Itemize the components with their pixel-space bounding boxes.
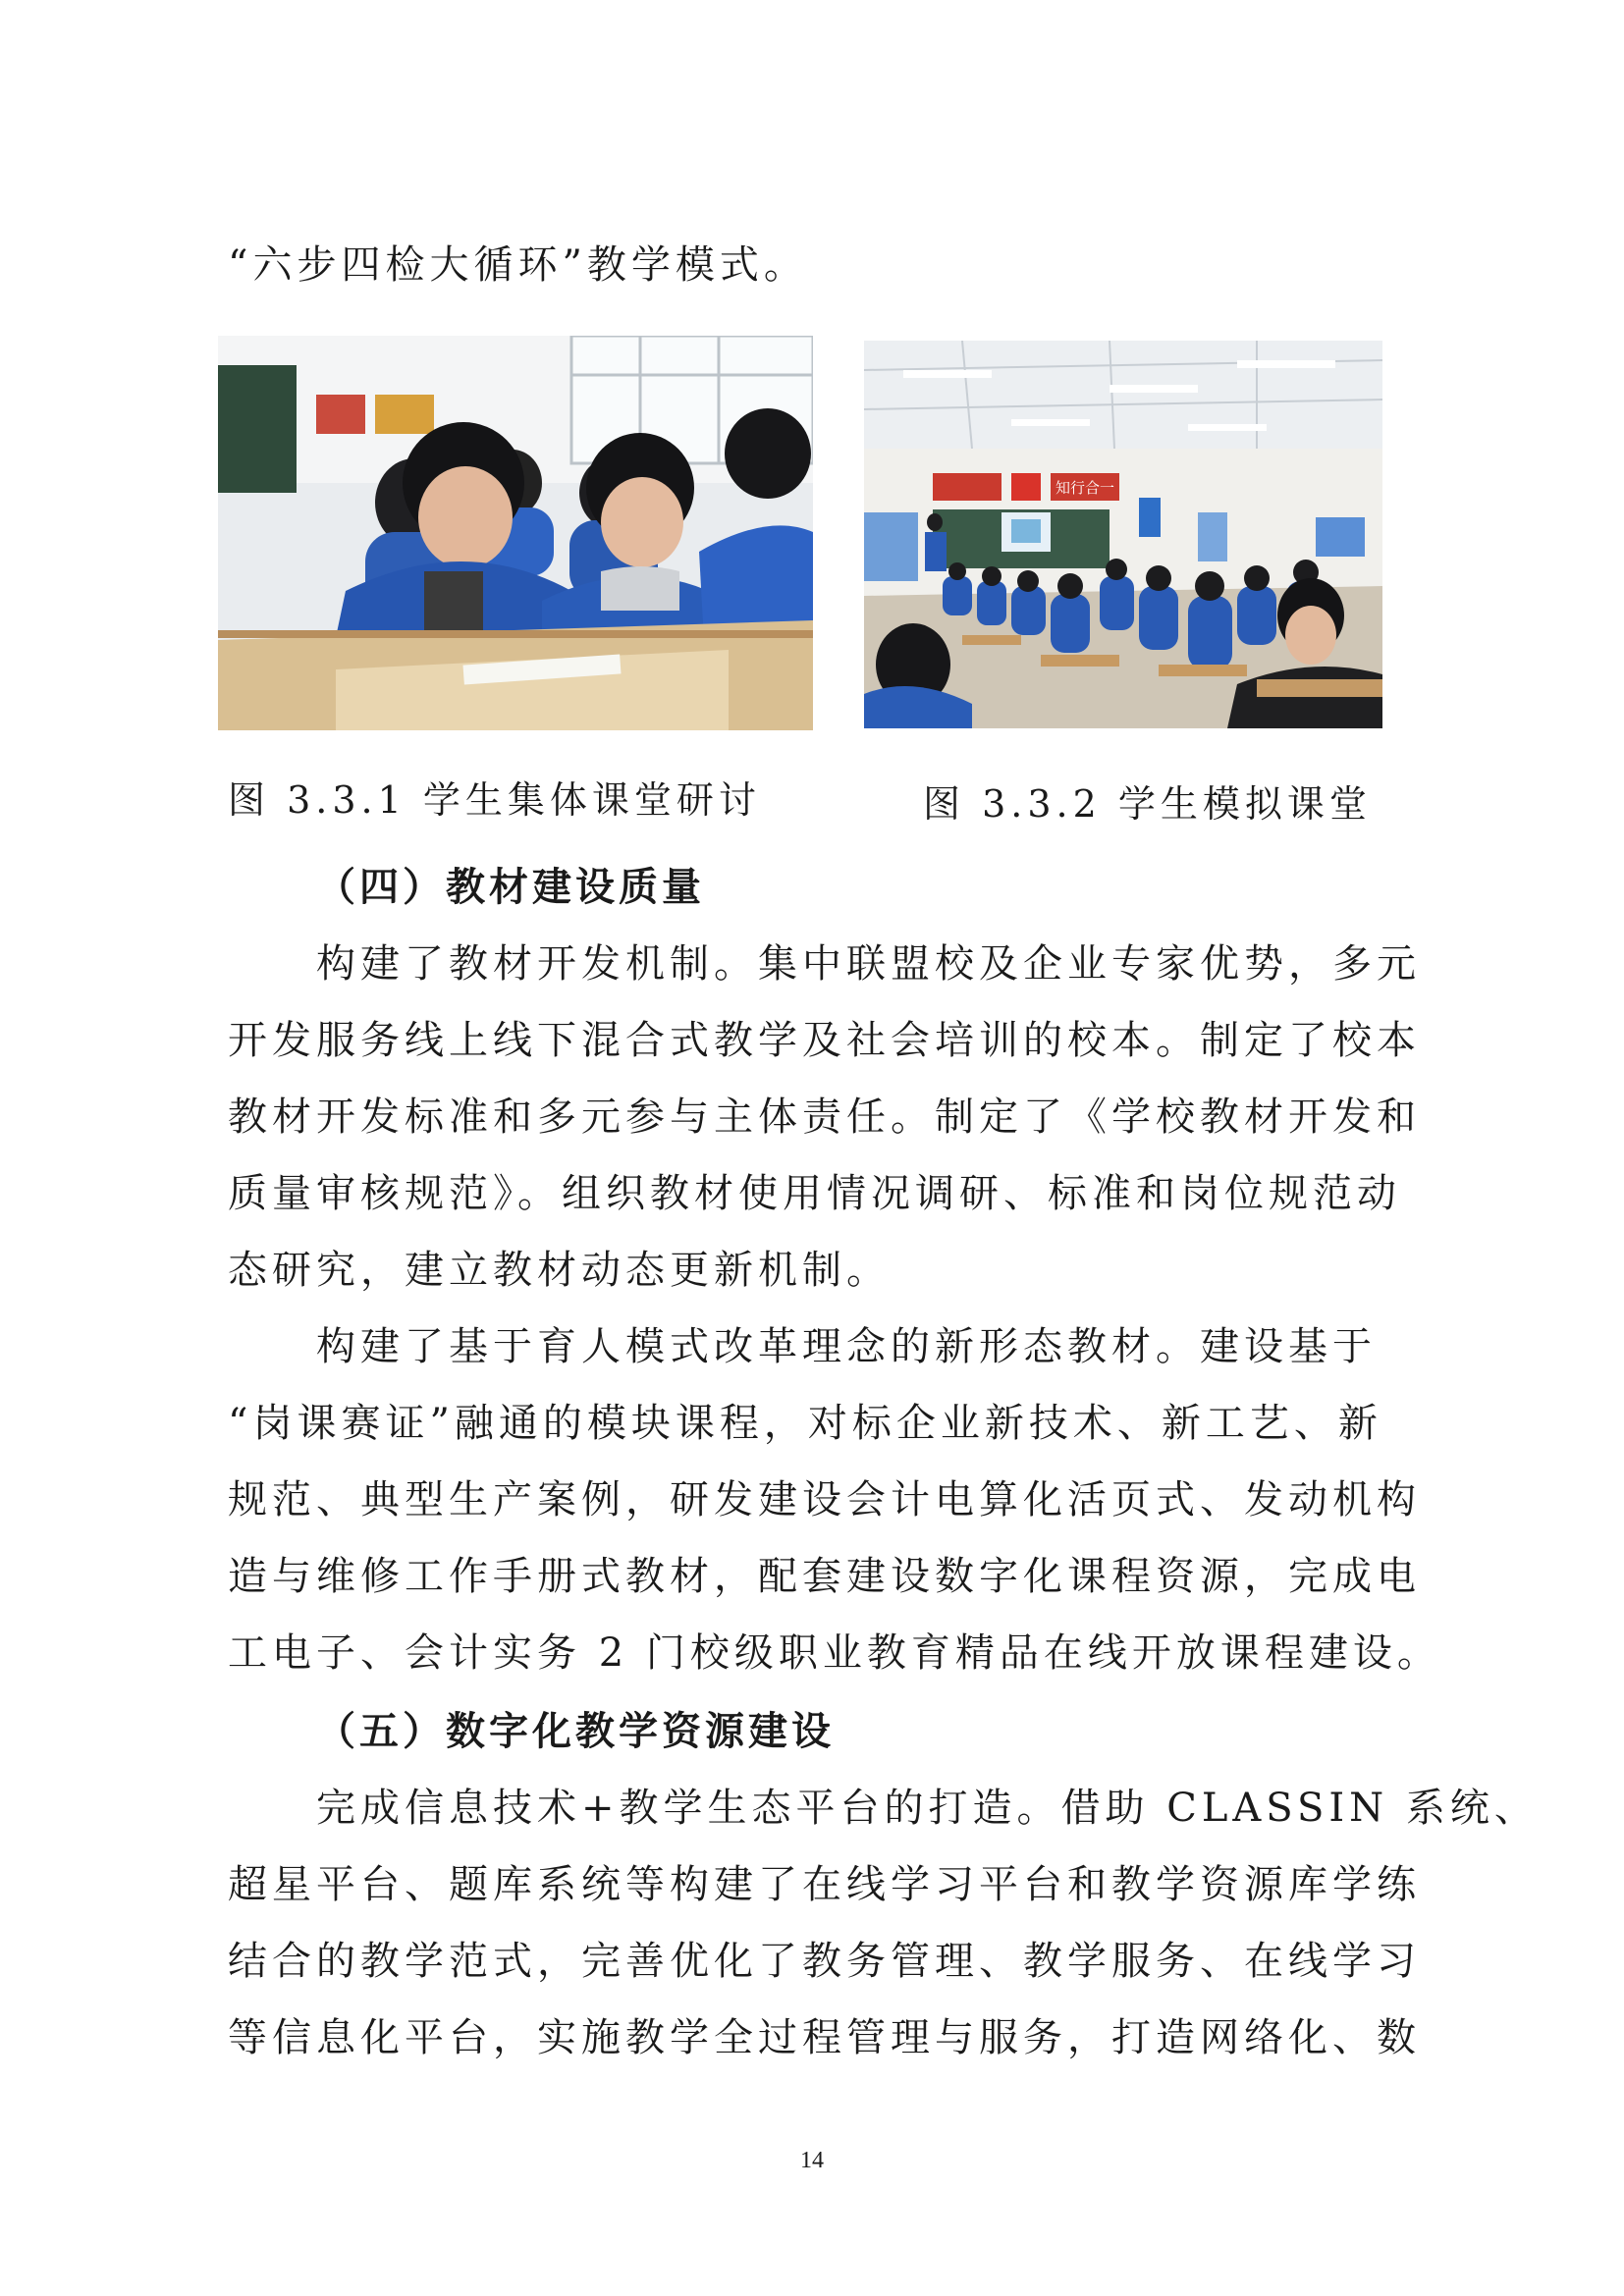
paragraph-line: 等信息化平台，实施教学全过程管理与服务，打造网络化、数 (228, 2015, 1421, 2060)
paragraph-line: 质量审核规范》。组织教材使用情况调研、标准和岗位规范动 (228, 1171, 1401, 1216)
paragraph-line: “岗课赛证”融通的模块课程，对标企业新技术、新工艺、新 (228, 1401, 1382, 1446)
paragraph-line: 完成信息技术+教学生态平台的打造。借助 CLASSIN 系统、 (316, 1786, 1539, 1831)
figure-photo-1 (218, 336, 813, 730)
figure-caption-1: 图 3.3.1 学生集体课堂研讨 (228, 778, 761, 822)
paragraph-line: 规范、典型生产案例，研发建设会计电算化活页式、发动机构 (228, 1477, 1421, 1522)
paragraph-line: 教材开发标准和多元参与主体责任。制定了《学校教材开发和 (228, 1095, 1421, 1140)
paragraph-line: 超星平台、题库系统等构建了在线学习平台和教学资源库学练 (228, 1862, 1421, 1907)
banner-right-text: 知行合一 (1055, 479, 1115, 497)
paragraph-line: 态研究，建立教材动态更新机制。 (228, 1248, 891, 1293)
paragraph-line: 造与维修工作手册式教材，配套建设数字化课程资源，完成电 (228, 1554, 1421, 1599)
section-heading-5: （五）数字化教学资源建设 (316, 1708, 835, 1754)
paragraph-line: 构建了教材开发机制。集中联盟校及企业专家优势，多元 (316, 941, 1421, 987)
intro-line: “六步四检大循环”教学模式。 (228, 242, 808, 288)
paragraph-line: 开发服务线上线下混合式教学及社会培训的校本。制定了校本 (228, 1018, 1421, 1063)
page-number: 14 (800, 2148, 824, 2173)
paragraph-line: 结合的教学范式，完善优化了教务管理、教学服务、在线学习 (228, 1939, 1421, 1984)
figure-photo-2 (864, 341, 1382, 728)
paragraph-line: 工电子、会计实务 2 门校级职业教育精品在线开放课程建设。 (228, 1630, 1441, 1676)
figure-caption-2: 图 3.3.2 学生模拟课堂 (923, 782, 1372, 826)
section-heading-4: （四）教材建设质量 (316, 864, 705, 910)
paragraph-line: 构建了基于育人模式改革理念的新形态教材。建设基于 (316, 1324, 1377, 1369)
